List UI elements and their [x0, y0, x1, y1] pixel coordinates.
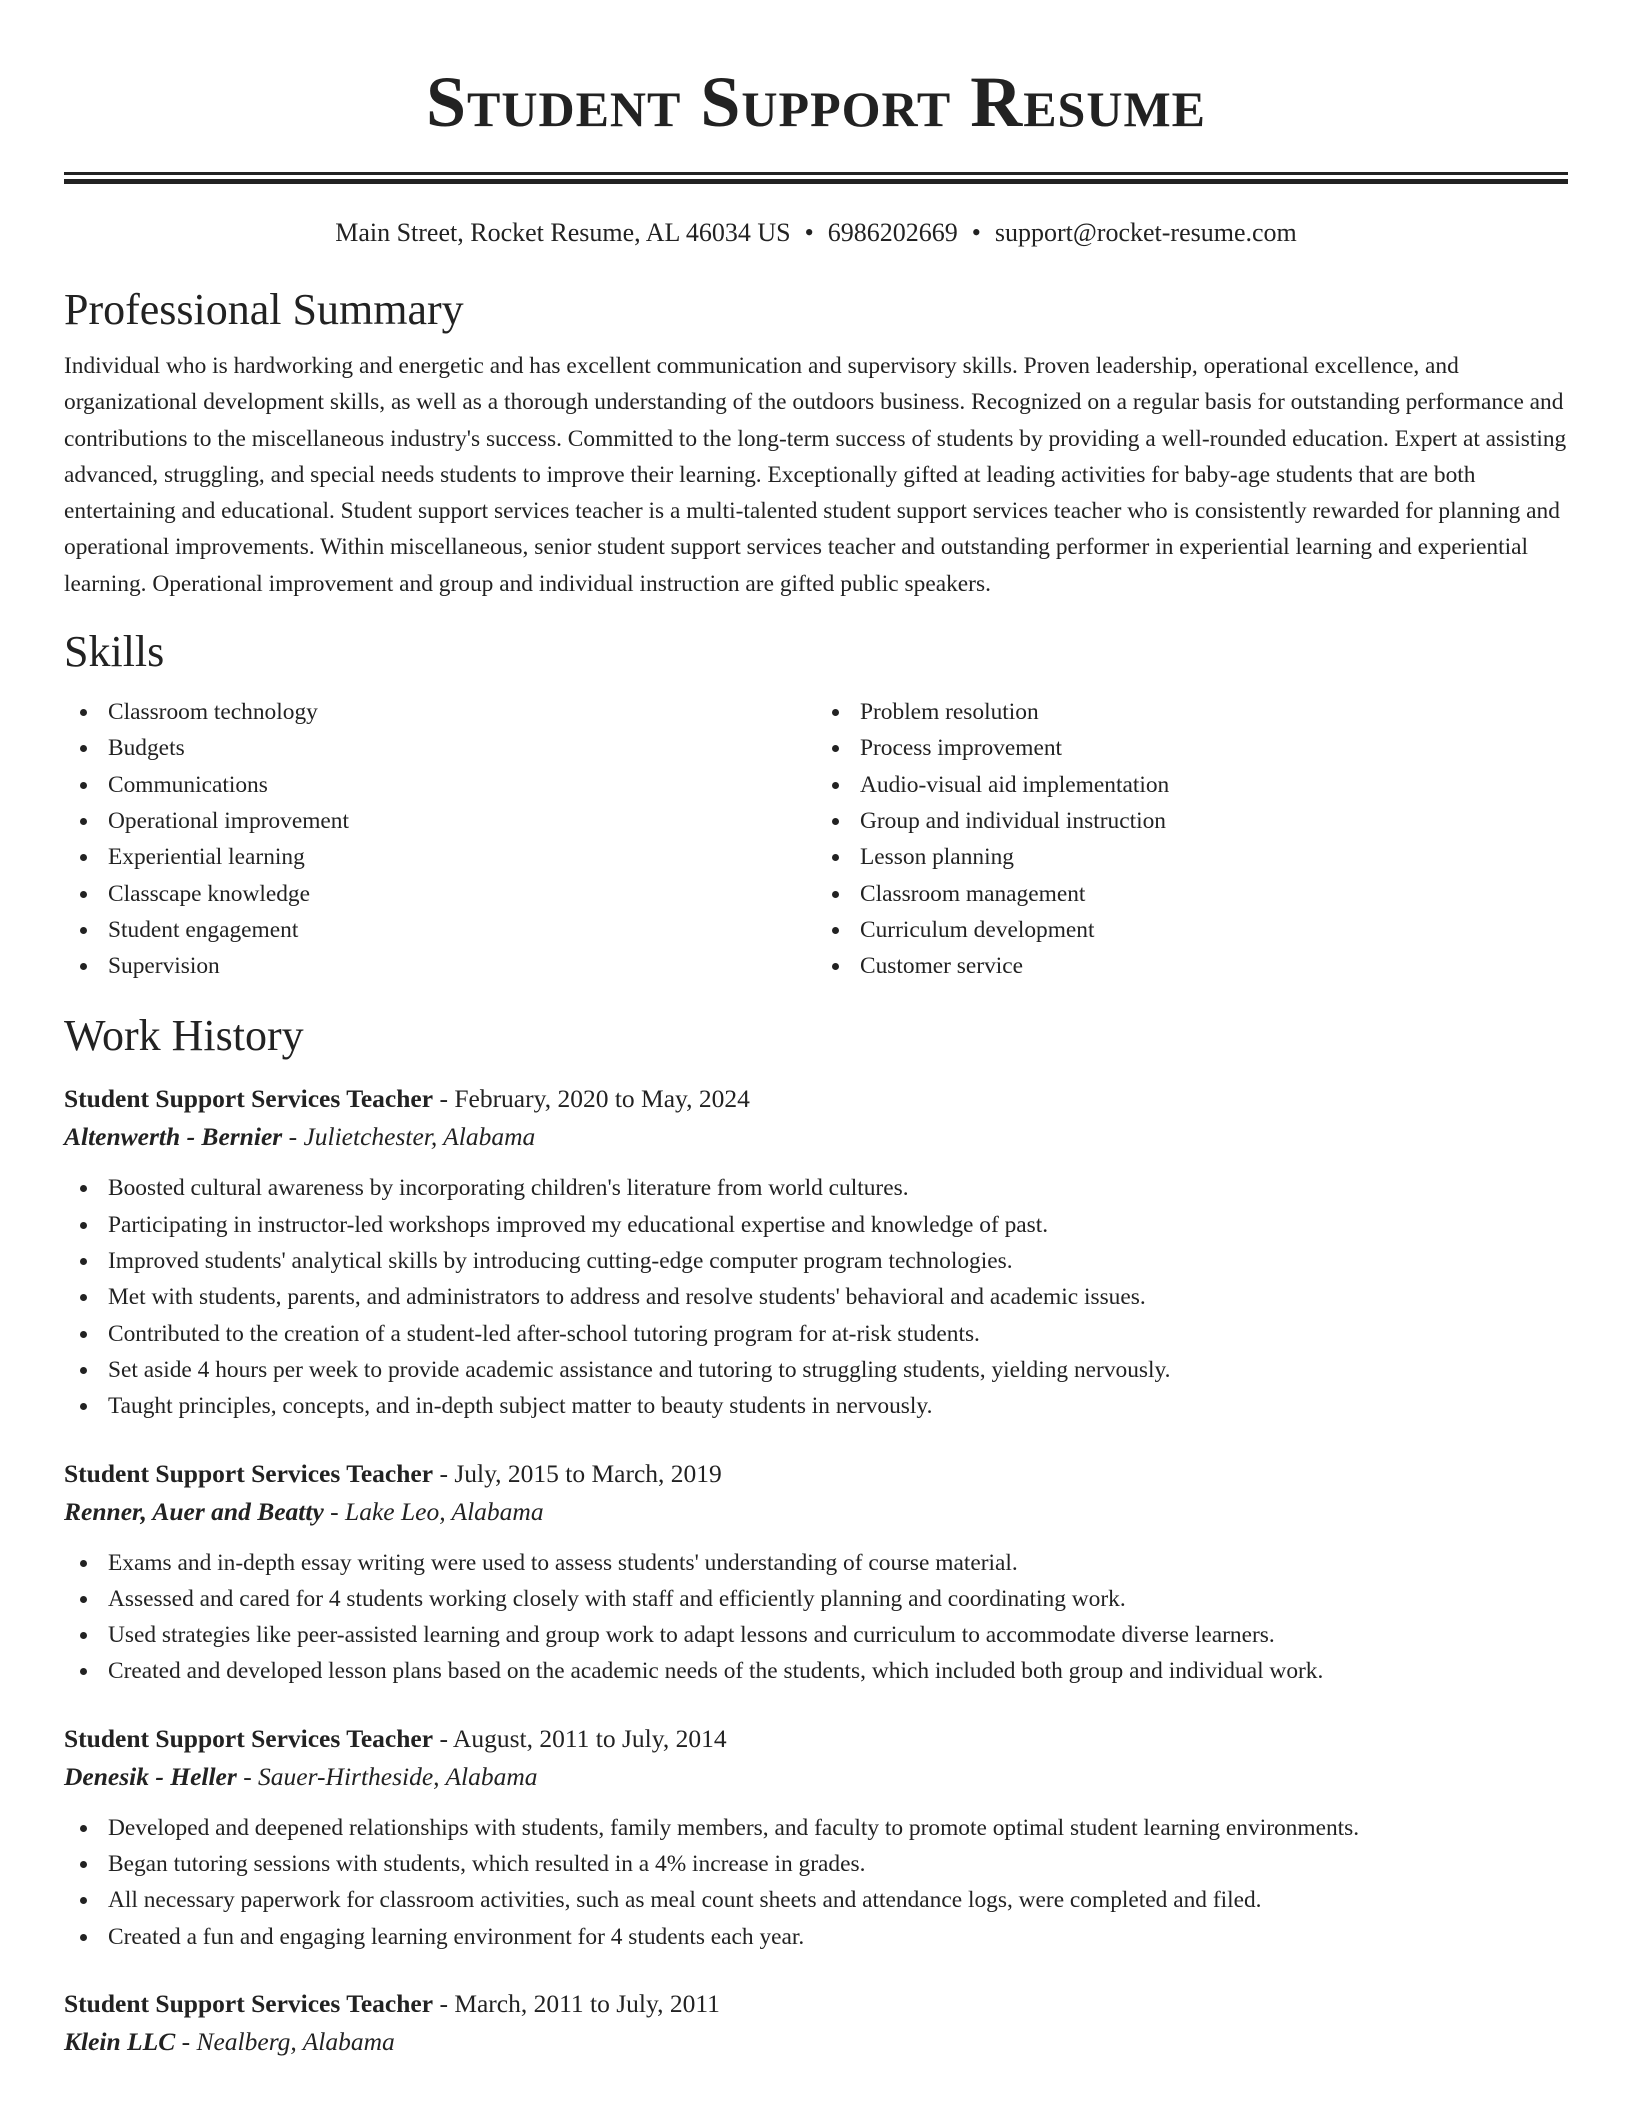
job-location: - Julietchester, Alabama — [288, 1122, 536, 1152]
skill-item: Customer service — [816, 948, 1568, 984]
job-employer-line — [64, 1758, 1568, 1796]
job-dates: - August, 2011 to July, 2014 — [439, 1723, 727, 1753]
job-duties — [64, 1170, 1568, 1424]
contact-separator: • — [971, 218, 981, 247]
skill-item: Experiential learning — [64, 839, 816, 875]
job-header — [64, 1985, 1568, 2023]
skill-item: Audio-visual aid implementation — [816, 767, 1568, 803]
skill-item: Group and individual instruction — [816, 803, 1568, 839]
skill-item: Communications — [64, 767, 816, 803]
skill-item: Problem resolution — [816, 694, 1568, 730]
job-title: Student Support Services Teacher — [64, 1084, 434, 1114]
skill-item: Classroom management — [816, 876, 1568, 912]
job-duty: Developed and deepened relationships with students, family members, and faculty to promote optimal student learning environments. — [64, 1810, 1568, 1846]
job-duty: Exams and in-depth essay writing were used to assess students' understanding of course material. — [64, 1545, 1568, 1581]
job-company: Altenwerth - Bernier — [64, 1122, 283, 1152]
title-divider-thin — [64, 172, 1568, 175]
work-history-heading: Work History — [64, 1011, 304, 1061]
skill-item: Operational improvement — [64, 803, 816, 839]
job-entry — [64, 1720, 1568, 1955]
job-entry — [64, 1080, 1568, 1424]
job-duty: Contributed to the creation of a student-led after-school tutoring program for at-risk students. — [64, 1316, 1568, 1352]
job-duties — [64, 1545, 1568, 1690]
contact-line — [64, 216, 1568, 250]
skill-item: Process improvement — [816, 730, 1568, 766]
contact-separator: • — [804, 218, 814, 247]
job-location: - Lake Leo, Alabama — [330, 1496, 544, 1526]
job-header — [64, 1080, 1568, 1118]
job-dates: - July, 2015 to March, 2019 — [439, 1458, 722, 1488]
job-dates: - February, 2020 to May, 2024 — [439, 1084, 750, 1114]
job-header — [64, 1455, 1568, 1493]
job-location: - Nealberg, Alabama — [181, 2026, 395, 2056]
skill-item: Budgets — [64, 730, 816, 766]
resume-title: Student Support Resume — [425, 62, 1207, 142]
job-duty: Participating in instructor-led workshops improved my educational expertise and knowledge of past. — [64, 1207, 1568, 1243]
job-duty: Began tutoring sessions with students, which resulted in a 4% increase in grades. — [64, 1846, 1568, 1882]
job-location: - Sauer-Hirtheside, Alabama — [243, 1761, 538, 1791]
job-company: Klein LLC — [64, 2026, 176, 2056]
summary-heading: Professional Summary — [64, 285, 464, 334]
skills-column-right — [816, 694, 1568, 984]
skills-heading: Skills — [64, 627, 165, 677]
job-employer-line — [64, 1118, 1568, 1156]
job-employer-line — [64, 1493, 1568, 1531]
job-duty: All necessary paperwork for classroom activities, such as meal count sheets and attendance logs, were completed and filed. — [64, 1882, 1568, 1918]
job-duty: Set aside 4 hours per week to provide academic assistance and tutoring to struggling students, yielding nervously. — [64, 1352, 1568, 1388]
job-title: Student Support Services Teacher — [64, 1723, 434, 1753]
skill-item: Lesson planning — [816, 839, 1568, 875]
job-entry — [64, 1455, 1568, 1690]
skills-list — [64, 694, 1568, 984]
contact-address: Main Street, Rocket Resume, AL 46034 US — [335, 218, 791, 247]
skill-item: Curriculum development — [816, 912, 1568, 948]
job-duty: Boosted cultural awareness by incorporating children's literature from world cultures. — [64, 1170, 1568, 1206]
job-duty: Created a fun and engaging learning environment for 4 students each year. — [64, 1919, 1568, 1955]
skill-item: Classroom technology — [64, 694, 816, 730]
job-company: Denesik - Heller — [64, 1761, 237, 1791]
summary-text: Individual who is hardworking and energetic and has excellent communication and supervisory skills. Proven leadership, operational excellence, and organizational development skills, as well as a thorough understanding of the outdoors business. Recognized on a regular basis for outstanding performance and contributions to the miscellaneous industry's success. Committed to the long-term success of students by providing a well-rounded education. Expert at assisting advanced, struggling, and special needs students to improve their learning. Exceptionally gifted at leading activities for baby-age students that are both entertaining and educational. Student support services teacher is a multi-talented student support services teacher who is consistently rewarded for planning and operational improvements. Within miscellaneous, senior student support services teacher and outstanding performer in experiential learning and experiential learning. Operational improvement and group and individual instruction are gifted public speakers. — [64, 353, 1567, 597]
job-duty: Taught principles, concepts, and in-depth subject matter to beauty students in nervously. — [64, 1388, 1568, 1424]
job-entry — [64, 1985, 1568, 2061]
job-duty: Used strategies like peer-assisted learning and group work to adapt lessons and curriculum to accommodate diverse learners. — [64, 1617, 1568, 1653]
job-duty: Improved students' analytical skills by introducing cutting-edge computer program technologies. — [64, 1243, 1568, 1279]
job-company: Renner, Auer and Beatty — [64, 1496, 324, 1526]
contact-email: support@rocket-resume.com — [994, 218, 1297, 247]
skills-column-left — [64, 694, 816, 984]
title-divider-thick — [64, 179, 1568, 184]
skill-item: Student engagement — [64, 912, 816, 948]
skill-item: Supervision — [64, 948, 816, 984]
job-header — [64, 1720, 1568, 1758]
job-title: Student Support Services Teacher — [64, 1988, 434, 2018]
job-duties — [64, 1810, 1568, 1955]
job-dates: - March, 2011 to July, 2011 — [439, 1988, 720, 2018]
job-duty: Assessed and cared for 4 students working closely with staff and efficiently planning and coordinating work. — [64, 1581, 1568, 1617]
job-employer-line — [64, 2023, 1568, 2061]
job-duty: Created and developed lesson plans based on the academic needs of the students, which included both group and individual work. — [64, 1653, 1568, 1689]
contact-phone: 6986202669 — [827, 218, 958, 247]
job-duty: Met with students, parents, and administrators to address and resolve students' behavioral and academic issues. — [64, 1279, 1568, 1315]
job-title: Student Support Services Teacher — [64, 1458, 434, 1488]
skill-item: Classcape knowledge — [64, 876, 816, 912]
